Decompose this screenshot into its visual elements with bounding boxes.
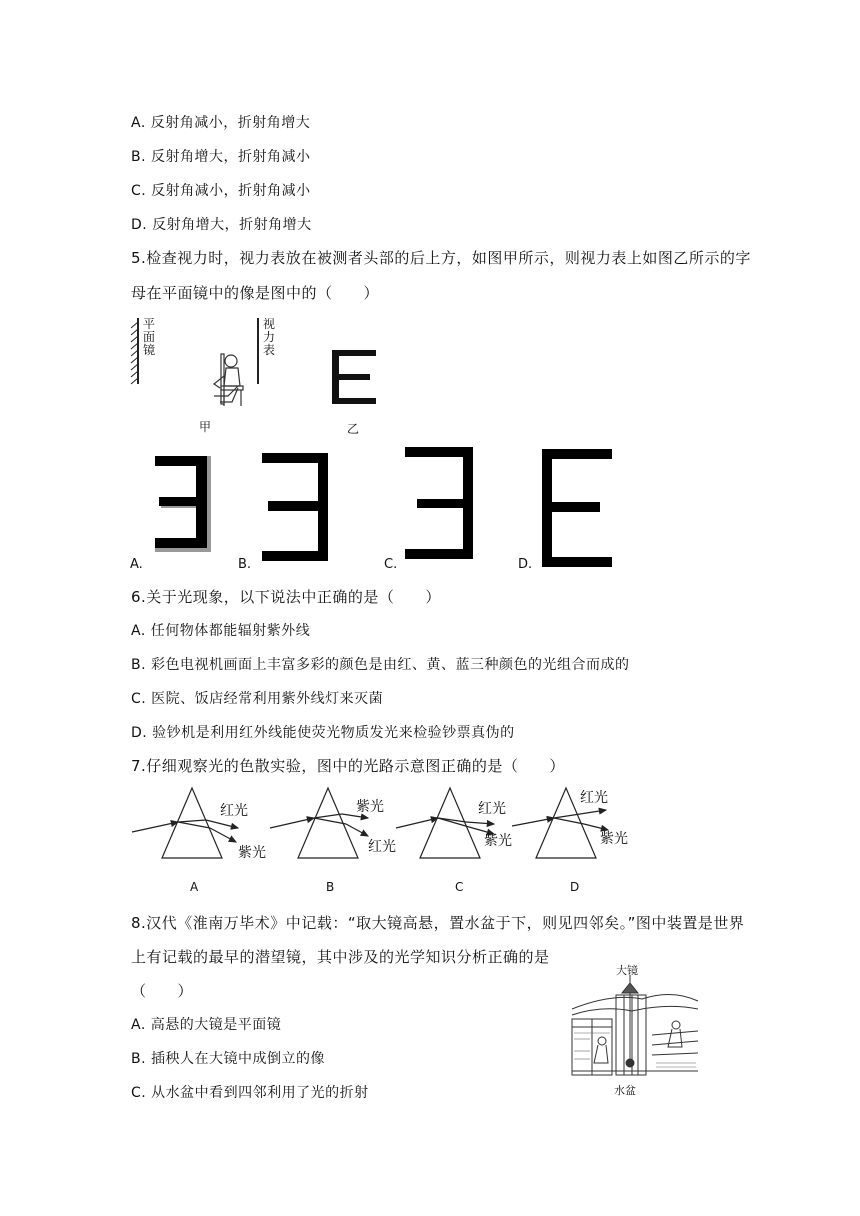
q7-label-d: D	[570, 880, 580, 894]
option-b-glyph	[262, 453, 328, 561]
option-c-letter: C.	[384, 557, 398, 572]
q8-stem-line2: 上有记载的最早的潜望镜，其中涉及的光学知识分析正确的是	[131, 948, 550, 966]
periscope-illustration	[572, 975, 698, 1075]
q6-option-d: D. 验钞机是利用红外线能使荧光物质发光来检验钞票真伪的	[131, 725, 515, 741]
eye-chart-label: 视 力 表	[262, 317, 275, 357]
fig-jia-label: 甲	[199, 420, 212, 434]
q8-option-b: B. 插秧人在大镜中成倒立的像	[131, 1051, 326, 1067]
q4-option-c: C. 反射角减小，折射角减小	[131, 183, 311, 199]
q7-c-violet-label: 紫光	[484, 833, 512, 849]
q6-option-c: C. 医院、饭店经常利用紫外线灯来灭菌	[131, 691, 384, 707]
q7-b-violet-label: 紫光	[356, 799, 384, 815]
q4-option-a: A. 反射角减小，折射角增大	[131, 115, 311, 131]
q8-bracket: （ ）	[131, 982, 194, 1000]
q6-option-b: B. 彩色电视机画面上丰富多彩的颜色是由红、黄、蓝三种颜色的光组合而成的	[131, 657, 630, 673]
q4-option-d: D. 反射角增大，折射角增大	[131, 217, 312, 233]
q7-a-violet-label: 紫光	[238, 845, 266, 861]
mirror-label: 平 面 镜	[142, 317, 155, 357]
q7-b-red-label: 红光	[368, 839, 396, 855]
q7-label-c: C	[455, 880, 464, 894]
q7-a-red-label: 红光	[220, 803, 248, 819]
water-basin-label: 水盆	[614, 1084, 636, 1097]
fig-yi-label: 乙	[347, 422, 360, 436]
q5-figure-yi-e	[332, 350, 376, 404]
q7-label-a: A	[190, 880, 199, 894]
option-a-letter: A.	[130, 557, 143, 572]
option-b-letter: B.	[238, 557, 252, 572]
q7-prism-diagrams	[128, 780, 648, 870]
q8-option-c: C. 从水盆中看到四邻利用了光的折射	[131, 1085, 369, 1101]
q4-option-b: B. 反射角增大，折射角减小	[131, 149, 311, 165]
q6-stem: 6.关于光现象，以下说法中正确的是（ ）	[131, 588, 441, 606]
q6-option-a: A. 任何物体都能辐射紫外线	[131, 623, 311, 639]
q8-stem-line1: 8.汉代《淮南万毕术》中记载：“取大镜高悬，置水盆于下，则见四邻矣。”图中装置是世界	[131, 914, 745, 932]
q7-d-red-label: 红光	[580, 790, 608, 806]
option-d-glyph	[542, 449, 612, 567]
option-c-glyph	[405, 447, 473, 559]
q7-d-violet-label: 紫光	[600, 831, 628, 847]
q5-stem-line2: 母在平面镜中的像是图中的（ ）	[131, 284, 380, 302]
q8-option-a: A. 高悬的大镜是平面镜	[131, 1017, 282, 1033]
q7-label-b: B	[326, 880, 335, 894]
option-d-letter: D.	[518, 557, 533, 572]
q7-stem: 7.仔细观察光的色散实验，图中的光路示意图正确的是（ ）	[131, 757, 565, 775]
q7-c-red-label: 红光	[478, 801, 506, 817]
q5-stem-line1: 5.检查视力时，视力表放在被测者头部的后上方，如图甲所示，则视力表上如图乙所示的字	[131, 249, 751, 267]
big-mirror-label: 大镜	[616, 964, 638, 977]
option-a-glyph	[155, 456, 211, 552]
